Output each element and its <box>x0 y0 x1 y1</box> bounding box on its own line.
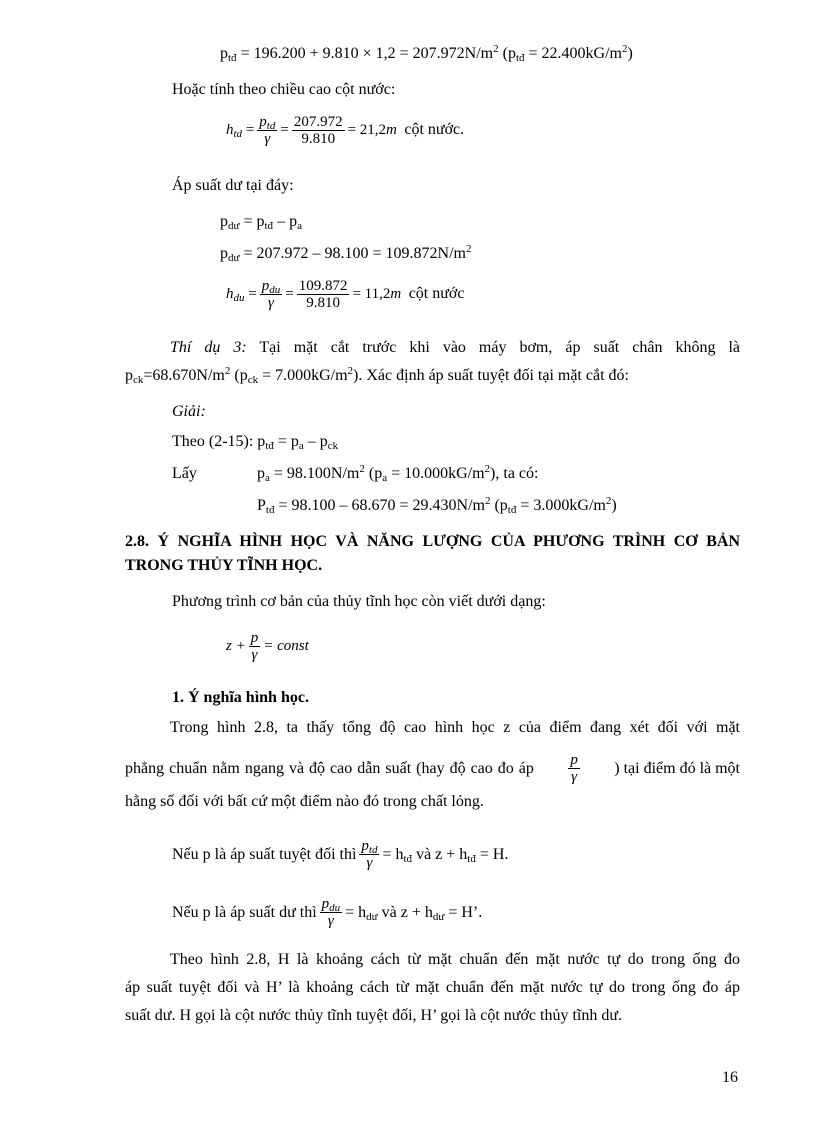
gauge-pressure-line: Nếu p là áp suất dư thì $\frac{p_{du}}{\gamma}$ = $h_{dư}$ và $z + h_{dư} = H$’. <box>172 896 483 929</box>
section-heading: 2.8. Ý NGHĨA HÌNH HỌC VÀ NĂNG LƯỢNG CỦA PHƯƠNG TRÌNH CƠ BẢN TRONG THỦY TĨNH HỌC. <box>125 533 740 574</box>
text-line: Phương trình cơ bản của thủy tĩnh học còn viết dưới dạng: <box>172 593 546 610</box>
paragraph-line: hằng số đối với bất cứ một điểm nào đó trong chất lỏng. <box>125 793 484 810</box>
paragraph-line: Theo hình 2.8, H là khoảng cách từ mặt chuẩn đến mặt nước tự do trong ống đo <box>170 951 740 968</box>
subheading: 1. Ý nghĩa hình học. <box>172 689 309 706</box>
paragraph-line: Trong hình 2.8, ta thấy tổng độ cao hình học z của điểm đang xét đối với mặt <box>170 719 740 736</box>
formula-hdu: $h_{du}$ = $\frac{p_{du}}{\gamma}$ = $\frac{109.872}{9.810}$ = 11,2m cột nước <box>226 278 465 311</box>
formula-htd: $h_{td}$ = $\frac{p_{td}}{\gamma}$ = $\frac{207.972}{9.810}$ = 21,2m cột nước. <box>226 114 465 147</box>
example-3-line1: Thí dụ 3: Tại mặt cắt trước khi vào máy bơm, áp suất chân không là <box>170 339 741 356</box>
paragraph-line: suất dư. H gọi là cột nước thủy tĩnh tuyệt đối, H’ gọi là cột nước thủy tĩnh dư. <box>125 1007 623 1024</box>
example-3-line2: $p_{ck}=68.670N/m^2$ $(p_{ck} = 7.000kG/m^2)$. Xác định áp suất tuyệt đối tại mặt cắt đó: <box>125 365 629 386</box>
abs-pressure-line: Nếu p là áp suất tuyệt đối thì $\frac{p_{td}}{\gamma}$ = $h_{tđ}$ và $z + h_{tđ} = H$. <box>172 838 509 871</box>
paragraph-line: phẳng chuẩn nằm ngang và độ cao dẫn suất (hay độ cao đo áp $\frac{p}{\gamma}$ ) tại điểm đó là một <box>125 752 740 785</box>
solution-label: Giải: <box>172 403 206 420</box>
lay-label: Lấy <box>172 465 197 482</box>
formula-z-const: z + $\frac{p}{\gamma}$ = const <box>226 630 309 663</box>
equation-pa: $p_a = 98.100N/m^2$ $(p_a = 10.000kG/m^2)$, ta có: <box>257 463 539 484</box>
text-line: Hoặc tính theo chiều cao cột nước: <box>172 81 396 98</box>
page-number: 16 <box>722 1069 738 1086</box>
paragraph-line: áp suất tuyệt đối và H’ là khoảng cách từ mặt chuẩn đến mặt nước tự do trong ống đo áp <box>125 979 740 996</box>
equation-pdu-value: $p_{dư} = 207.972 - 98.100 = 109.872N/m^2$ <box>220 243 472 264</box>
equation-ptd-value: $p_{tđ} = 196.200 + 9.810 \times 1,2 = 207.972N/m^2$ $(p_{tđ} = 22.400kG/m^2)$ <box>220 43 633 64</box>
equation-theo: Theo (2-15): $p_{tđ} = p_a - p_{ck}$ <box>172 433 339 452</box>
equation-Ptd: $P_{tđ} = 98.100 - 68.670 = 29.430N/m^2$ $(p_{tđ} = 3.000kG/m^2)$ <box>257 495 617 516</box>
text-line: Áp suất dư tại đáy: <box>172 177 294 194</box>
equation-pdu: $p_{dư} = p_{tđ} - p_a$ <box>220 213 302 232</box>
